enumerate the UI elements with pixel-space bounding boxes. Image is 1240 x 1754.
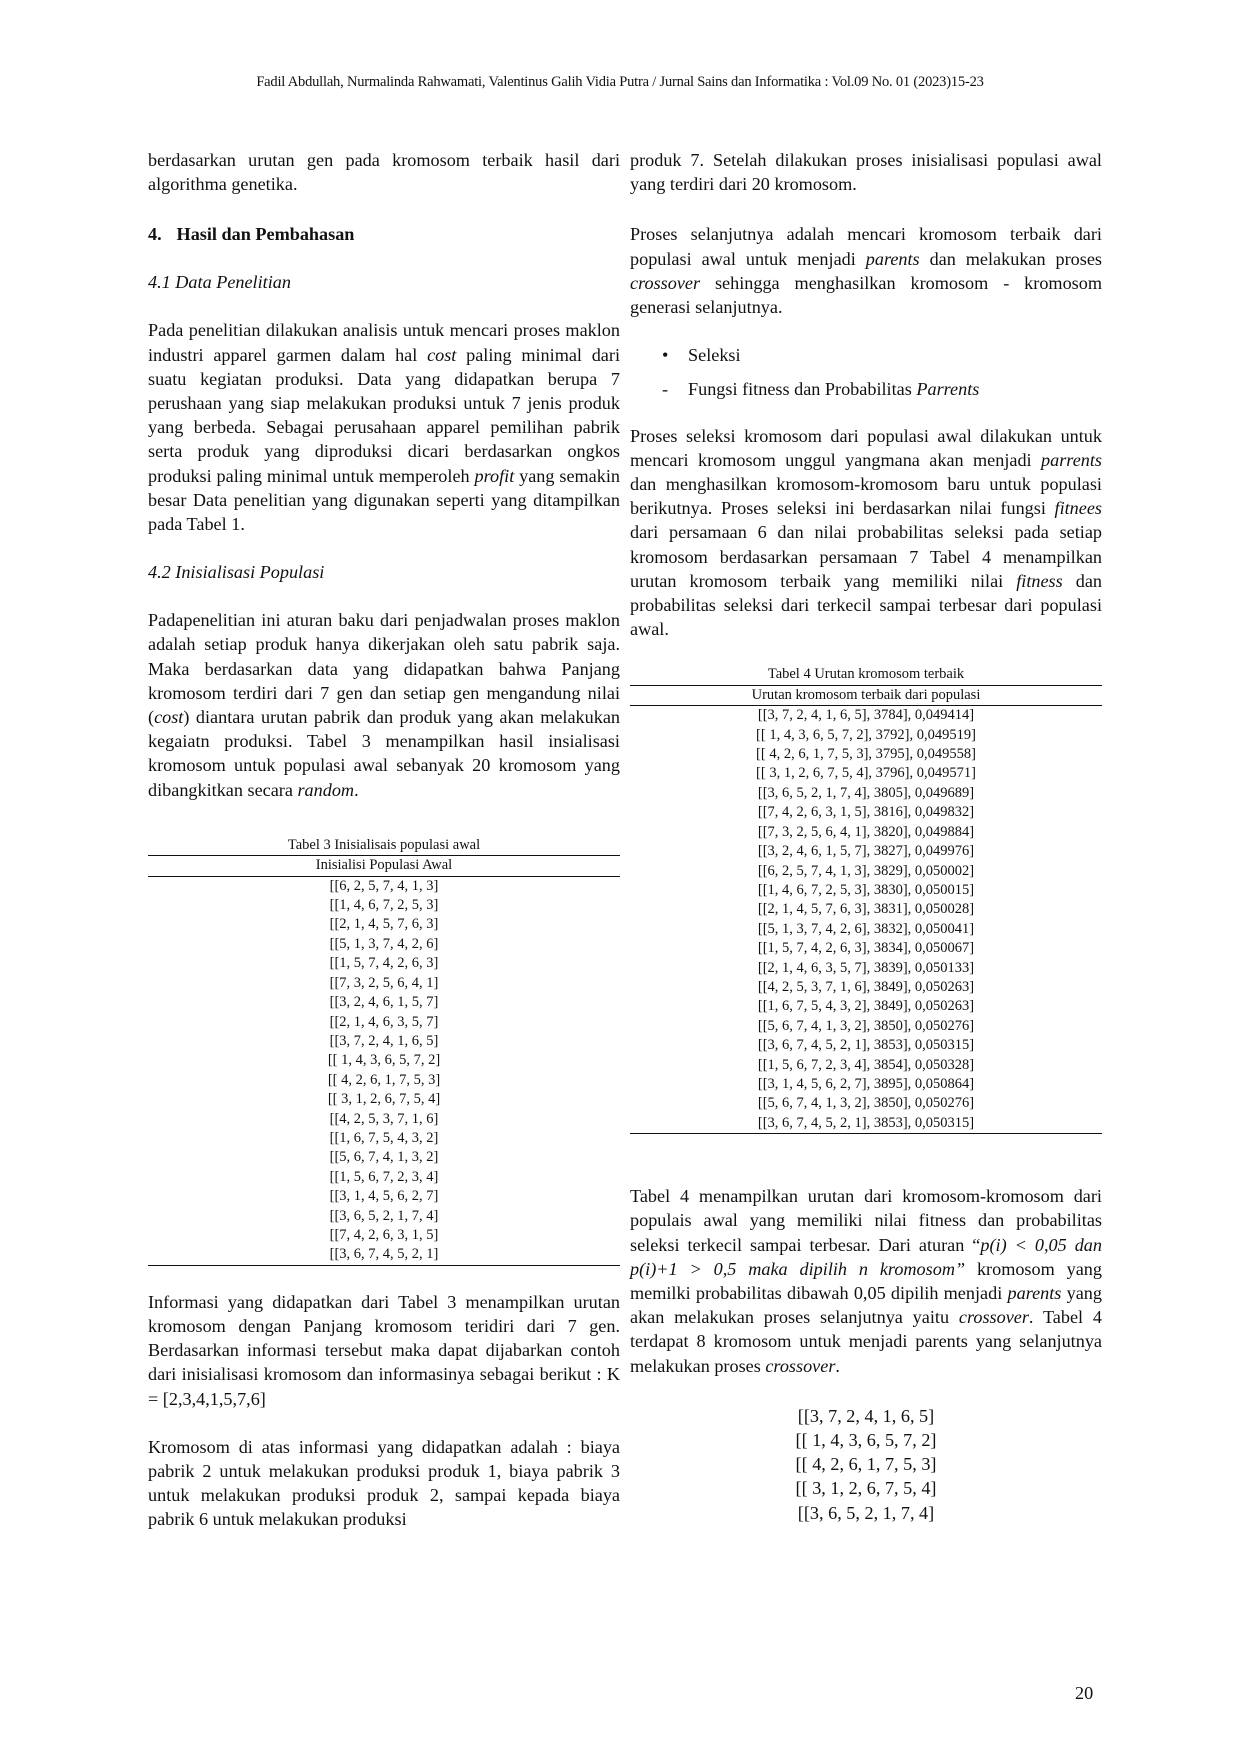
table-3: [148, 836, 620, 1266]
bullet-mark: •: [662, 345, 669, 366]
table-caption: Tabel 4 Urutan kromosom terbaik: [767, 666, 965, 683]
bullet-label: Seleksi: [688, 345, 741, 366]
paragraph-kromosom: Kromosom di atas informasi yang didapatkan adalah : biaya pabrik 2 untuk melakukan produksi produk 1, biaya pabrik 3 untuk melakukan produksi produk 2, sampai kepada biaya pabrik 6 untuk melakukan produksi: [148, 1436, 620, 1530]
table-row: [[4, 2, 5, 3, 7, 1, 6]: [329, 1110, 439, 1127]
paragraph-proses-selanjutnya: Proses selanjutnya adalah mencari kromosom terbaik dari populasi awal untuk menjadi parents dan melakukan proses crossover sehingga menghasilkan kromosom - kromosom generasi selanjutnya.: [630, 224, 1102, 318]
table-row: [[5, 1, 3, 7, 4, 2, 6], 3832], 0,050041]: [757, 920, 975, 937]
table-row: [[1, 5, 6, 7, 2, 3, 4], 3854], 0,050328]: [757, 1056, 975, 1073]
intro-paragraph: berdasarkan urutan gen pada kromosom terbaik hasil dari algorithma genetika.: [148, 150, 620, 195]
table-row: [[4, 2, 5, 3, 7, 1, 6], 3849], 0,050263]: [757, 978, 975, 995]
table-row: [[1, 5, 7, 4, 2, 6, 3]: [329, 955, 439, 972]
table-row: [[5, 6, 7, 4, 1, 3, 2], 3850], 0,050276]: [757, 1095, 975, 1112]
table-body: [148, 877, 620, 1266]
chromosome-item: [[ 1, 4, 3, 6, 5, 7, 2]: [795, 1430, 937, 1451]
table-row: [[1, 6, 7, 5, 4, 3, 2], 3849], 0,050263]: [757, 998, 975, 1015]
table-row: [[3, 6, 5, 2, 1, 7, 4]: [329, 1207, 439, 1224]
right-column: [630, 148, 1102, 1525]
dash-mark: -: [662, 379, 669, 400]
table-row: [[5, 6, 7, 4, 1, 3, 2]: [329, 1149, 439, 1166]
table-row: [[3, 1, 4, 5, 6, 2, 7]: [329, 1188, 439, 1205]
dash-item: [630, 377, 1102, 401]
running-header: Fadil Abdullah, Nurmalinda Rahwamati, Valentinus Galih Vidia Putra / Jurnal Sains dan Informatika : Vol.09 No. 01 (2023)15-23: [256, 74, 984, 90]
table-row: [[ 4, 2, 6, 1, 7, 5, 3]: [327, 1071, 441, 1088]
table-row: [[3, 7, 2, 4, 1, 6, 5], 3784], 0,049414]: [757, 707, 975, 724]
table-row: [[3, 7, 2, 4, 1, 6, 5]: [329, 1032, 439, 1049]
chromosome-item: [[ 3, 1, 2, 6, 7, 5, 4]: [795, 1478, 937, 1499]
table-row: [[7, 4, 2, 6, 3, 1, 5]: [329, 1226, 439, 1243]
table-row: [[1, 6, 7, 5, 4, 3, 2]: [329, 1129, 439, 1146]
table-row: [[2, 1, 4, 6, 3, 5, 7]: [329, 1013, 439, 1030]
paragraph-seleksi: Proses seleksi kromosom dari populasi awal dilakukan untuk mencari kromosom unggul yangmana akan menjadi parrents dan menghasilkan kromosom-kromosom baru untuk populasi berikutnya. Proses seleksi ini berdasarkan nilai fungsi fitnees dari persamaan 6 dan nilai probabilitas seleksi pada setiap kromosom berdasarkan persamaan 7 Tabel 4 menampilkan urutan kromosom terbaik yang memiliki nilai fitness dan probabilitas seleksi dari terkecil sampai terbesar dari populasi awal.: [630, 425, 1102, 640]
paragraph-continuation: produk 7. Setelah dilakukan proses inisialisasi populasi awal yang terdiri dari 20 kromosom.: [630, 150, 1102, 195]
table-4: [630, 665, 1102, 1134]
paragraph-tabel-4: Tabel 4 menampilkan urutan dari kromosom-kromosom dari populais awal yang memiliki nilai fitness dan probabilitas seleksi terkecil sampai terbesar. Dari aturan “p(i) < 0,05 dan p(i)+1 > 0,5 maka dipilih n kromosom” kromosom yang memilki probabilitas dibawah 0,05 dipilih menjadi parents yang akan melakukan proses selanjutnya yaitu crossover. Tabel 4 terdapat 8 kromosom untuk menjadi parents yang selanjutnya melakukan proses crossover.: [630, 1186, 1102, 1376]
table-row: [[3, 6, 7, 4, 5, 2, 1]: [329, 1246, 439, 1263]
bullet-item: [630, 343, 1102, 367]
table-row: [[6, 2, 5, 7, 4, 1, 3]: [329, 877, 439, 894]
table-row: [[1, 4, 6, 7, 2, 5, 3], 3830], 0,050015]: [757, 881, 975, 898]
table-row: [[ 1, 4, 3, 6, 5, 7, 2], 3792], 0,049519]: [756, 726, 976, 743]
table-row: [[2, 1, 4, 6, 3, 5, 7], 3839], 0,050133]: [757, 959, 975, 976]
section-heading: 4. Hasil dan Pembahasan: [148, 224, 355, 245]
table-row: [[3, 6, 7, 4, 5, 2, 1], 3853], 0,050315]: [757, 1037, 975, 1054]
table-row: [[2, 1, 4, 5, 7, 6, 3], 3831], 0,050028]: [757, 901, 975, 918]
table-row: [[ 1, 4, 3, 6, 5, 7, 2]: [327, 1052, 441, 1069]
table-header: Urutan kromosom terbaik dari populasi: [630, 685, 1102, 706]
table-row: [[3, 1, 4, 5, 6, 2, 7], 3895], 0,050864]: [757, 1075, 975, 1092]
table-row: [[5, 6, 7, 4, 1, 3, 2], 3850], 0,050276]: [757, 1017, 975, 1034]
paragraph-data-penelitian: Pada penelitian dilakukan analisis untuk mencari proses maklon industri apparel garmen dalam hal cost paling minimal dari suatu kegiatan produksi. Data yang didapatkan berupa 7 perushaan yang siap melakukan produksi untuk 7 jenis produk yang berbeda. Sebagai perusahaan apparel pemilihan pabrik serta produk yang diproduksi dicari berdasarkan ongkos produksi paling minimal untuk memperoleh profit yang semakin besar Data penelitian yang digunakan seperti yang ditampilkan pada Tabel 1.: [148, 320, 620, 535]
table-row: [[7, 4, 2, 6, 3, 1, 5], 3816], 0,049832]: [757, 804, 975, 821]
table-row: [[3, 2, 4, 6, 1, 5, 7]: [329, 994, 439, 1011]
chromosome-item: [[ 4, 2, 6, 1, 7, 5, 3]: [795, 1454, 937, 1475]
table-row: [[7, 3, 2, 5, 6, 4, 1]: [329, 974, 439, 991]
table-row: [[5, 1, 3, 7, 4, 2, 6]: [329, 935, 439, 952]
subsection-heading-4-1: 4.1 Data Penelitian: [148, 272, 291, 293]
subsection-heading-4-2: 4.2 Inisialisasi Populasi: [148, 562, 325, 583]
table-caption: Tabel 3 Inisialisais populasi awal: [287, 836, 481, 853]
chromosome-item: [[3, 6, 5, 2, 1, 7, 4]: [797, 1502, 935, 1523]
page-number: 20: [1075, 1683, 1094, 1703]
table-row: [[1, 4, 6, 7, 2, 5, 3]: [329, 897, 439, 914]
table-row: [[ 4, 2, 6, 1, 7, 5, 3], 3795], 0,049558]: [756, 746, 976, 763]
table-row: [[6, 2, 5, 7, 4, 1, 3], 3829], 0,050002]: [757, 862, 975, 879]
table-row: [[3, 6, 5, 2, 1, 7, 4], 3805], 0,049689]: [757, 784, 975, 801]
dash-label: Fungsi fitness dan Probabilitas Parrents: [688, 379, 980, 400]
table-row: [[3, 6, 7, 4, 5, 2, 1], 3853], 0,050315]: [757, 1114, 975, 1131]
chromosome-item: [[3, 7, 2, 4, 1, 6, 5]: [797, 1405, 935, 1426]
table-row: [[2, 1, 4, 5, 7, 6, 3]: [329, 916, 439, 933]
table-row: [[ 3, 1, 2, 6, 7, 5, 4], 3796], 0,049571]: [756, 765, 976, 782]
paragraph-inisialisasi: Padapenelitian ini aturan baku dari penjadwalan proses maklon adalah setiap produk hanya dikerjakan oleh satu pabrik saja. Maka berdasarkan data yang didapatkan bahwa Panjang kromosom terdiri dari 7 gen dan setiap gen mengandung nilai (cost) diantara urutan pabrik dan produk yang akan melakukan kegaiatn produksi. Tabel 3 menampilkan hasil insialisasi kromosom untuk populasi awal sebanyak 20 kromosom yang dibangkitkan secara random.: [148, 610, 620, 800]
table-row: [[3, 2, 4, 6, 1, 5, 7], 3827], 0,049976]: [757, 843, 975, 860]
table-body: [630, 706, 1102, 1134]
selected-chromosomes: [630, 1404, 1102, 1525]
table-row: [[1, 5, 7, 4, 2, 6, 3], 3834], 0,050067]: [757, 940, 975, 957]
table-row: [[ 3, 1, 2, 6, 7, 5, 4]: [327, 1091, 441, 1108]
table-row: [[7, 3, 2, 5, 6, 4, 1], 3820], 0,049884]: [757, 823, 975, 840]
table-row: [[1, 5, 6, 7, 2, 3, 4]: [329, 1168, 439, 1185]
table-header: Inisialisi Populasi Awal: [148, 855, 620, 876]
left-column: [148, 148, 620, 1532]
paragraph-informasi: Informasi yang didapatkan dari Tabel 3 menampilkan urutan kromosom dengan Panjang kromosom teridiri dari 7 gen. Berdasarkan informasi tersebut maka dapat dijabarkan contoh dari inisialisasi kromosom dan informasinya sebagai berikut : K = [2,3,4,1,5,7,6]: [148, 1291, 620, 1409]
